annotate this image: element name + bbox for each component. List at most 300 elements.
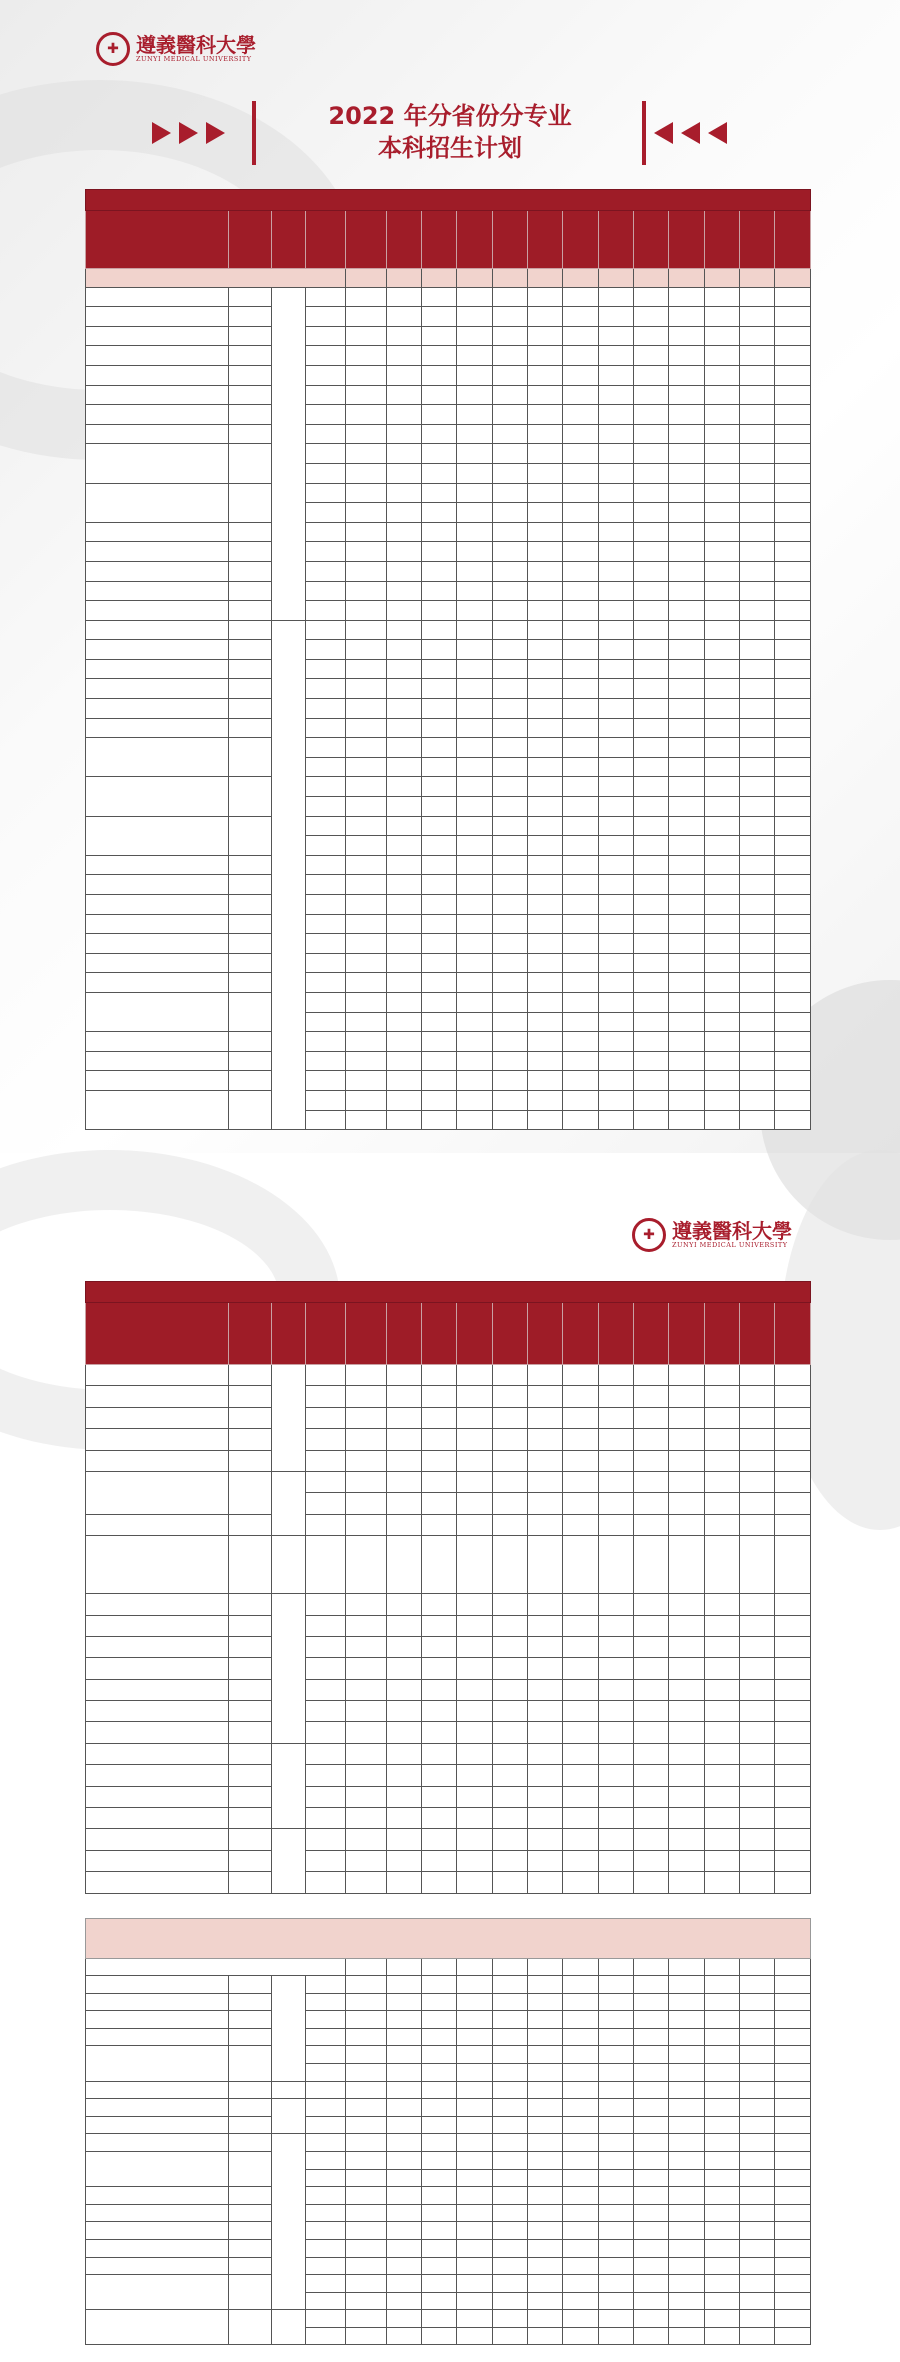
column-header (346, 211, 386, 269)
quota-value (563, 1786, 598, 1807)
quota-value (457, 2169, 492, 2187)
major-name (86, 601, 229, 621)
quota-value (528, 992, 563, 1012)
quota-value (669, 1765, 704, 1786)
quota-value (528, 581, 563, 601)
quota-value (775, 620, 811, 640)
quota-value (704, 2011, 739, 2029)
quota-value (492, 307, 527, 327)
quota-value (669, 1743, 704, 1764)
quota-value (492, 1429, 527, 1450)
column-header (386, 211, 421, 269)
years (229, 679, 271, 699)
quota-value (634, 1658, 669, 1679)
quota-value (528, 1765, 563, 1786)
quota-value (563, 542, 598, 562)
quota-value (386, 1051, 421, 1071)
quota-value (563, 463, 598, 483)
quota-value (740, 1429, 775, 1450)
quota-value (457, 365, 492, 385)
quota-value (457, 2222, 492, 2240)
major-name (86, 718, 229, 738)
quota-value (598, 2239, 633, 2257)
batch (271, 287, 305, 620)
quota-value (457, 2081, 492, 2099)
quota-value (422, 1090, 457, 1110)
quota-value (457, 2257, 492, 2275)
logo-name: 遵義醫科大學 (672, 1219, 792, 1243)
quota-value (598, 1765, 633, 1786)
major-name (86, 992, 229, 1031)
quota-value (492, 561, 527, 581)
plan-table-main-campus-2 (85, 1281, 811, 1894)
quota-value (740, 2151, 775, 2169)
quota-value (422, 914, 457, 934)
quota-value (775, 640, 811, 660)
quota-value (740, 1743, 775, 1764)
quota-value (492, 2151, 527, 2169)
quota-value (775, 1872, 811, 1893)
quota-value (492, 1514, 527, 1535)
quota-value (598, 1090, 633, 1110)
summary-value (598, 1959, 633, 1976)
quota-value (740, 424, 775, 444)
years (229, 699, 271, 719)
column-header (598, 211, 633, 269)
quota-value (492, 287, 527, 307)
quota-value (492, 757, 527, 777)
subject-type (306, 581, 346, 601)
quota-value (346, 1471, 386, 1492)
quota-value (346, 2116, 386, 2134)
years (229, 973, 271, 993)
quota-value (386, 503, 421, 523)
quota-value (740, 1407, 775, 1428)
years (229, 1993, 271, 2011)
years (229, 777, 271, 816)
years (229, 1850, 271, 1871)
quota-value (740, 2239, 775, 2257)
quota-value (386, 934, 421, 954)
quota-value (740, 385, 775, 405)
quota-value (740, 1658, 775, 1679)
quota-value (386, 542, 421, 562)
table-row (86, 542, 811, 562)
quota-value (346, 2310, 386, 2328)
quota-value (346, 1679, 386, 1700)
subject-type (306, 1450, 346, 1471)
quota-value (492, 934, 527, 954)
quota-value (422, 1615, 457, 1636)
column-header (86, 1303, 229, 1365)
major-name (86, 2116, 229, 2134)
quota-value (528, 875, 563, 895)
quota-value (422, 2134, 457, 2152)
quota-value (740, 1536, 775, 1594)
major-name (86, 1514, 229, 1535)
quota-value (669, 2327, 704, 2345)
quota-value (457, 1536, 492, 1594)
quota-value (386, 1032, 421, 1052)
quota-value (386, 2222, 421, 2240)
quota-value (346, 522, 386, 542)
quota-value (669, 1808, 704, 1829)
table-row (86, 287, 811, 307)
quota-value (740, 1679, 775, 1700)
quota-value (634, 1872, 669, 1893)
table-row (86, 1658, 811, 1679)
summary-value (346, 269, 386, 288)
quota-value (669, 1536, 704, 1594)
quota-value (457, 797, 492, 817)
quota-value (775, 2327, 811, 2345)
quota-value (346, 346, 386, 366)
subject-type (306, 2275, 346, 2293)
quota-value (598, 2151, 633, 2169)
quota-value (704, 2081, 739, 2099)
quota-value (346, 1615, 386, 1636)
years (229, 385, 271, 405)
column-header (386, 1303, 421, 1365)
quota-value (457, 385, 492, 405)
subject-type (306, 2151, 346, 2169)
quota-value (422, 1365, 457, 1386)
quota-value (528, 2187, 563, 2205)
quota-value (386, 1872, 421, 1893)
quota-value (346, 2081, 386, 2099)
quota-value (457, 2292, 492, 2310)
quota-value (563, 2046, 598, 2064)
quota-value (386, 1536, 421, 1594)
years (229, 855, 271, 875)
quota-value (457, 1407, 492, 1428)
quota-value (634, 1110, 669, 1130)
quota-value (457, 1594, 492, 1615)
column-header (740, 1303, 775, 1365)
subject-type (306, 503, 346, 523)
column-header (704, 1303, 739, 1365)
quota-value (740, 601, 775, 621)
major-name (86, 1365, 229, 1386)
quota-value (598, 2081, 633, 2099)
summary-value (457, 1959, 492, 1976)
table-row (86, 581, 811, 601)
quota-value (492, 2116, 527, 2134)
batch (271, 1594, 305, 1744)
quota-value (386, 1636, 421, 1657)
quota-value (563, 1658, 598, 1679)
quota-value (740, 992, 775, 1012)
quota-value (457, 2063, 492, 2081)
column-header (563, 211, 598, 269)
quota-value (598, 659, 633, 679)
quota-value (634, 385, 669, 405)
years (229, 522, 271, 542)
quota-value (634, 679, 669, 699)
major-name (86, 1743, 229, 1764)
quota-value (528, 2222, 563, 2240)
major-name (86, 1829, 229, 1850)
quota-value (346, 581, 386, 601)
quota-value (346, 797, 386, 817)
major-name (86, 2099, 229, 2117)
quota-value (492, 855, 527, 875)
quota-value (669, 601, 704, 621)
quota-value (775, 405, 811, 425)
table-row (86, 738, 811, 758)
quota-value (457, 1429, 492, 1450)
quota-value (492, 542, 527, 562)
quota-value (740, 1829, 775, 1850)
quota-value (740, 875, 775, 895)
quota-value (775, 1471, 811, 1492)
quota-value (346, 2169, 386, 2187)
quota-value (598, 1407, 633, 1428)
quota-value (740, 1450, 775, 1471)
quota-value (634, 914, 669, 934)
table-row (86, 1429, 811, 1450)
quota-value (346, 1993, 386, 2011)
quota-value (563, 1110, 598, 1130)
quota-value (740, 659, 775, 679)
years (229, 1829, 271, 1850)
subject-type (306, 1976, 346, 1994)
quota-value (704, 855, 739, 875)
quota-value (634, 973, 669, 993)
table-row (86, 1786, 811, 1807)
table-row (86, 346, 811, 366)
major-name (86, 2204, 229, 2222)
quota-value (634, 2134, 669, 2152)
table-row (86, 2116, 811, 2134)
quota-value (634, 1743, 669, 1764)
years (229, 2310, 271, 2345)
major-name (86, 895, 229, 915)
quota-value (740, 2222, 775, 2240)
quota-value (775, 1090, 811, 1110)
quota-value (346, 542, 386, 562)
table-row (86, 365, 811, 385)
table-row (86, 953, 811, 973)
quota-value (346, 2275, 386, 2293)
quota-value (422, 424, 457, 444)
quota-value (457, 855, 492, 875)
quota-value (704, 2257, 739, 2275)
quota-value (563, 640, 598, 660)
quota-value (704, 1365, 739, 1386)
quota-value (740, 326, 775, 346)
quota-value (457, 1615, 492, 1636)
quota-value (704, 405, 739, 425)
quota-value (669, 2257, 704, 2275)
quota-value (528, 1808, 563, 1829)
quota-value (740, 2327, 775, 2345)
quota-value (704, 836, 739, 856)
quota-value (634, 542, 669, 562)
years (229, 581, 271, 601)
quota-value (598, 601, 633, 621)
quota-value (346, 1012, 386, 1032)
table-row (86, 1051, 811, 1071)
years (229, 934, 271, 954)
page-title (260, 100, 640, 164)
seal-icon: ✚ (632, 1218, 666, 1252)
quota-value (457, 1786, 492, 1807)
subject-type (306, 1071, 346, 1091)
quota-value (669, 2204, 704, 2222)
quota-value (634, 287, 669, 307)
table-title-row (86, 1282, 811, 1303)
quota-value (704, 1872, 739, 1893)
quota-value (598, 1829, 633, 1850)
quota-value (492, 581, 527, 601)
subject-type (306, 405, 346, 425)
quota-value (492, 679, 527, 699)
subject-type (306, 679, 346, 699)
quota-value (492, 1407, 527, 1428)
quota-value (346, 385, 386, 405)
quota-value (669, 581, 704, 601)
quota-value (422, 992, 457, 1012)
quota-value (740, 934, 775, 954)
quota-value (422, 875, 457, 895)
arrow-left-icon (654, 122, 673, 144)
quota-value (563, 601, 598, 621)
quota-value (422, 718, 457, 738)
quota-value (346, 483, 386, 503)
table-row (86, 1450, 811, 1471)
quota-value (740, 679, 775, 699)
quota-value (634, 2063, 669, 2081)
quota-value (669, 816, 704, 836)
quota-value (669, 1493, 704, 1514)
quota-value (704, 424, 739, 444)
summary-value (457, 269, 492, 288)
quota-value (740, 405, 775, 425)
quota-value (492, 1701, 527, 1722)
subject-type (306, 1429, 346, 1450)
quota-value (669, 1993, 704, 2011)
quota-value (634, 365, 669, 385)
column-header (528, 1303, 563, 1365)
quota-value (563, 699, 598, 719)
quota-value (492, 1386, 527, 1407)
quota-value (669, 385, 704, 405)
quota-value (775, 1808, 811, 1829)
quota-value (386, 1743, 421, 1764)
quota-value (740, 1110, 775, 1130)
quota-value (704, 2151, 739, 2169)
quota-value (457, 1976, 492, 1994)
subject-type (306, 816, 346, 836)
quota-value (598, 405, 633, 425)
quota-value (669, 2187, 704, 2205)
quota-value (740, 1786, 775, 1807)
table-header-row (86, 211, 811, 269)
quota-value (740, 1976, 775, 1994)
quota-value (457, 992, 492, 1012)
major-name (86, 1450, 229, 1471)
quota-value (422, 1594, 457, 1615)
quota-value (457, 522, 492, 542)
quota-value (346, 1722, 386, 1743)
quota-value (740, 718, 775, 738)
subject-type (306, 1829, 346, 1850)
quota-value (775, 1594, 811, 1615)
quota-value (528, 1407, 563, 1428)
quota-value (634, 875, 669, 895)
quota-value (528, 2275, 563, 2293)
quota-value (704, 1615, 739, 1636)
quota-value (346, 699, 386, 719)
summary-value (492, 269, 527, 288)
table-row (86, 2134, 811, 2152)
quota-value (422, 934, 457, 954)
table-row (86, 992, 811, 1012)
quota-value (740, 953, 775, 973)
quota-value (422, 1032, 457, 1052)
quota-value (740, 561, 775, 581)
quota-value (740, 581, 775, 601)
quota-value (563, 2063, 598, 2081)
quota-value (346, 620, 386, 640)
logo-english: ZUNYI MEDICAL UNIVERSITY (136, 55, 252, 63)
quota-value (563, 1471, 598, 1492)
quota-value (704, 992, 739, 1012)
quota-value (422, 1872, 457, 1893)
quota-value (740, 973, 775, 993)
quota-value (422, 1051, 457, 1071)
quota-value (492, 1872, 527, 1893)
quota-value (704, 816, 739, 836)
quota-value (422, 777, 457, 797)
quota-value (563, 1032, 598, 1052)
subject-type (306, 973, 346, 993)
quota-value (563, 1090, 598, 1110)
subject-type (306, 1615, 346, 1636)
subject-type (306, 2187, 346, 2205)
quota-value (563, 992, 598, 1012)
quota-value (775, 2046, 811, 2064)
quota-value (775, 777, 811, 797)
subject-type (306, 1514, 346, 1535)
quota-value (528, 2046, 563, 2064)
quota-value (422, 2257, 457, 2275)
table-row (86, 561, 811, 581)
table-row (86, 1514, 811, 1535)
quota-value (598, 1493, 633, 1514)
major-name (86, 542, 229, 562)
table-row (86, 1090, 811, 1110)
quota-value (704, 797, 739, 817)
quota-value (422, 1429, 457, 1450)
table-row (86, 2099, 811, 2117)
years (229, 875, 271, 895)
subject-type (306, 1850, 346, 1871)
quota-value (422, 738, 457, 758)
quota-value (669, 346, 704, 366)
quota-value (386, 895, 421, 915)
quota-value (598, 581, 633, 601)
quota-value (457, 1110, 492, 1130)
quota-value (634, 2310, 669, 2328)
quota-value (775, 2011, 811, 2029)
quota-value (528, 1976, 563, 1994)
quota-value (457, 1514, 492, 1535)
table-row (86, 1471, 811, 1492)
quota-value (346, 463, 386, 483)
quota-value (704, 1976, 739, 1994)
